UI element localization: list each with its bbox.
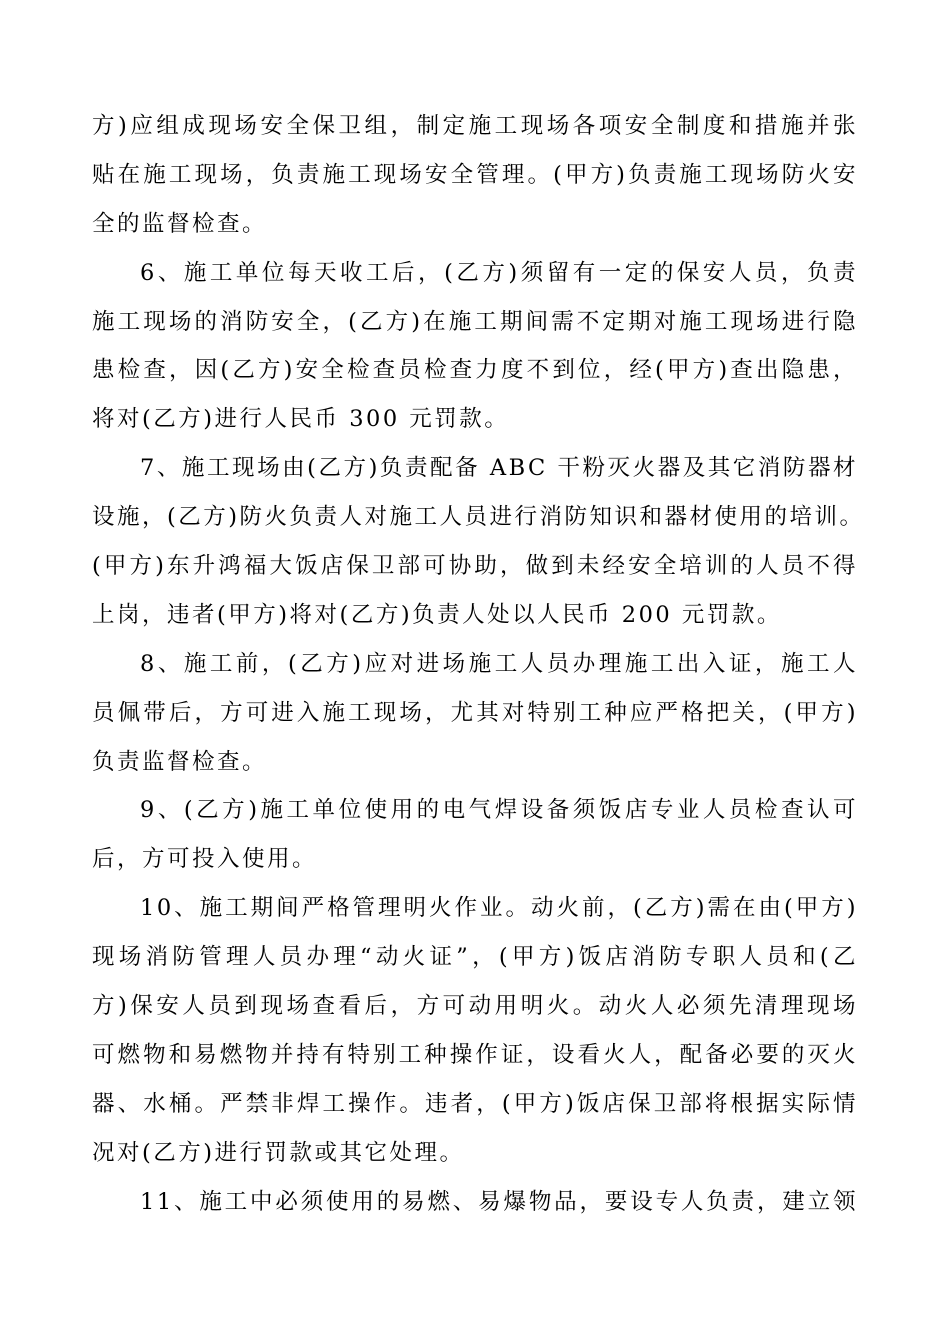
- text-line: 负责监督检查。: [92, 748, 268, 775]
- text-line: 方)保安人员到现场查看后，方可动用明火。动火人必须先清理现场: [92, 993, 858, 1020]
- text-line: 将对(乙方)进行人民币 300 元罚款。: [92, 406, 510, 433]
- text-line: 现场消防管理人员办理“动火证”，(甲方)饭店消防专职人员和(乙: [92, 944, 858, 971]
- text-line: 7、施工现场由(乙方)负责配备 ABC 干粉灭火器及其它消防器材: [140, 455, 858, 482]
- text-line: 后，方可投入使用。: [92, 846, 318, 873]
- text-line: 全的监督检查。: [92, 210, 268, 237]
- document-page: [92, 102, 865, 1226]
- text-line: 况对(乙方)进行罚款或其它处理。: [92, 1139, 465, 1166]
- text-line: 10、施工期间严格管理明火作业。动火前，(乙方)需在由(甲方): [140, 895, 858, 922]
- text-line: 贴在施工现场，负责施工现场安全管理。(甲方)负责施工现场防火安: [92, 161, 858, 188]
- text-line: 器、水桶。严禁非焊工操作。违者，(甲方)饭店保卫部将根据实际情: [92, 1090, 858, 1117]
- text-line: 方)应组成现场安全保卫组，制定施工现场各项安全制度和措施并张: [92, 113, 858, 139]
- text-line: 施工现场的消防安全，(乙方)在施工期间需不定期对施工现场进行隐: [92, 308, 858, 335]
- text-line: (甲方)东升鸿福大饭店保卫部可协助，做到未经安全培训的人员不得: [92, 553, 858, 580]
- text-line: 设施，(乙方)防火负责人对施工人员进行消防知识和器材使用的培训。: [92, 504, 865, 531]
- text-line: 可燃物和易燃物并持有特别工种操作证，设看火人，配备必要的灭火: [92, 1041, 858, 1068]
- text-line: 9、(乙方)施工单位使用的电气焊设备须饭店专业人员检查认可: [140, 797, 858, 824]
- text-line: 8、施工前，(乙方)应对进场施工人员办理施工出入证，施工人: [140, 650, 858, 677]
- text-line: 6、施工单位每天收工后，(乙方)须留有一定的保安人员，负责: [140, 259, 858, 286]
- text-line: 患检查，因(乙方)安全检查员检查力度不到位，经(甲方)查出隐患，: [92, 357, 858, 384]
- text-line: 员佩带后，方可进入施工现场，尤其对特别工种应严格把关，(甲方): [92, 699, 858, 726]
- text-line: 上岗，违者(甲方)将对(乙方)负责人处以人民币 200 元罚款。: [92, 601, 782, 628]
- text-line: 11、施工中必须使用的易燃、易爆物品，要设专人负责，建立领: [140, 1188, 858, 1215]
